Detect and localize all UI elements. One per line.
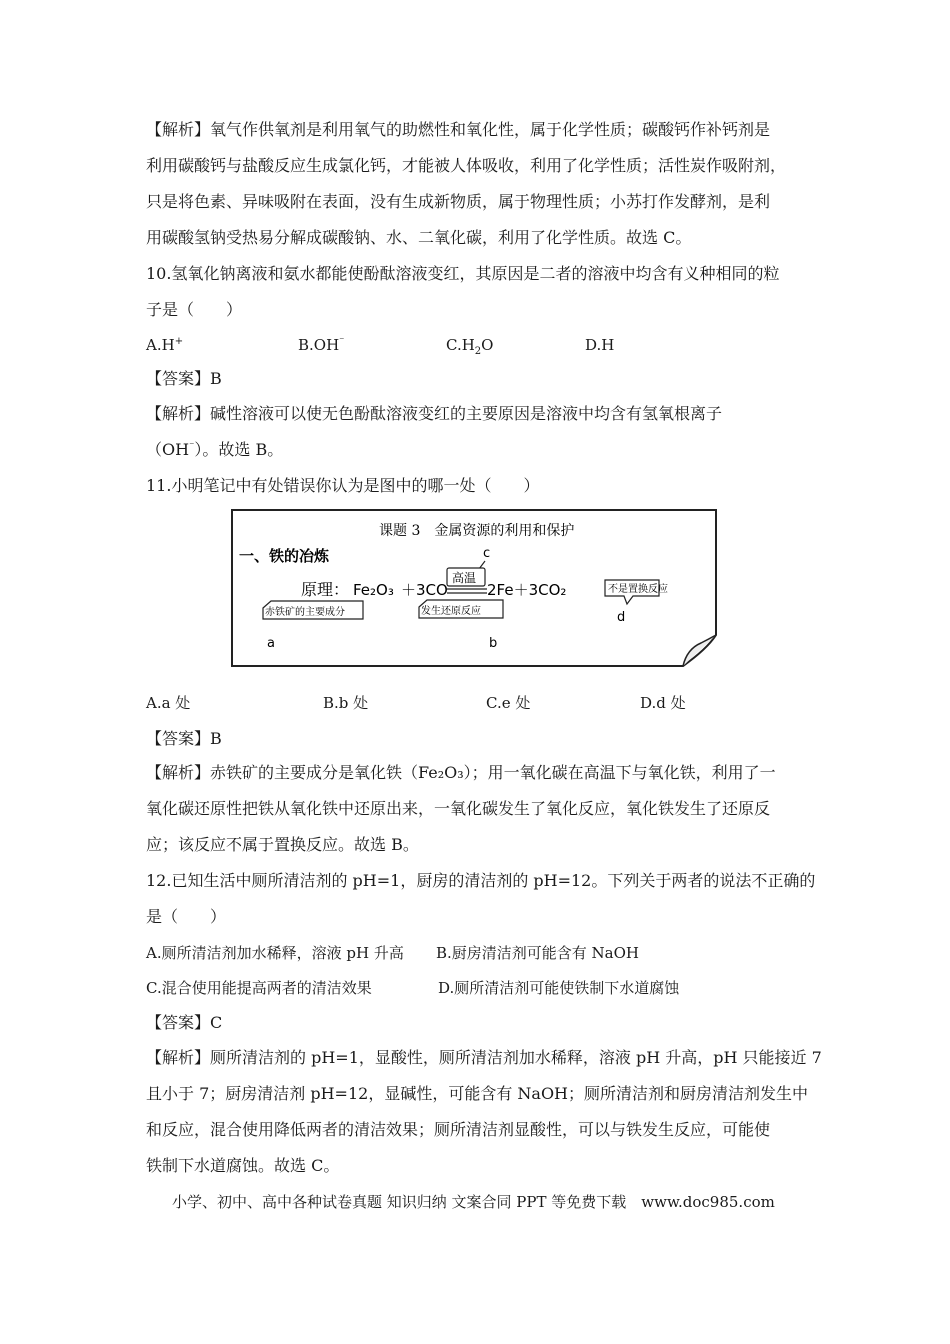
- option-b: B.b 处: [323, 694, 369, 712]
- callout-a: 赤铁矿的主要成分: [265, 607, 345, 618]
- option-d: D.厕所清洁剂可能使铁制下水道腐蚀: [438, 979, 680, 997]
- analysis-line: 和反应，混合使用降低两者的清洁效果；厕所清洁剂显酸性，可以与铁发生反应，可能使: [146, 1120, 771, 1139]
- analysis-line: 【解析】厕所清洁剂的 pH=1，显酸性，厕所清洁剂加水稀释，溶液 pH 升高，pH 只能接近 7: [146, 1048, 822, 1067]
- option-c: $C.H_2O$: [446, 336, 494, 357]
- analysis-line: 利用碳酸钙与盐酸反应生成氯化钙，才能被人体吸收，利用了化学性质；活性炭作吸附剂，: [146, 156, 787, 175]
- option-a: A.a 处: [146, 694, 191, 712]
- analysis-line: 【解析】碱性溶液可以使无色酚酞溶液变红的主要原因是溶液中均含有氢氧根离子: [146, 404, 723, 423]
- option-d: D.H: [585, 336, 615, 354]
- option-b: B.OH⁻: [298, 336, 345, 354]
- reactant-co: ＋3CO: [401, 581, 448, 599]
- callout-b: 发生还原反应: [421, 606, 481, 617]
- figure-title: 课题 3 金属资源的利用和保护: [379, 523, 575, 539]
- analysis-line: （OH⁻）。故选 B。: [146, 440, 284, 459]
- option-b: B.厨房清洁剂可能含有 NaOH: [436, 944, 640, 962]
- option-a: A.H+: [146, 336, 184, 354]
- option-c: C.混合使用能提高两者的清洁效果: [146, 979, 372, 997]
- option-d: D.d 处: [640, 694, 686, 712]
- analysis-line: 只是将色素、异味吸附在表面，没有生成新物质，属于物理性质；小苏打作发酵剂，是利: [146, 192, 771, 211]
- analysis-line: 氧化碳还原性把铁从氧化铁中还原出来，一氧化碳发生了氧化反应，氧化铁发生了还原反: [146, 799, 771, 818]
- option-c: C.e 处: [486, 694, 531, 712]
- callout-d: 不是置换反应: [608, 584, 668, 595]
- question-stem: 是（ ）: [146, 907, 227, 926]
- analysis-line: 【解析】氧气作供氧剂是利用氧气的助燃性和氧化性，属于化学性质；碳酸钙作补钙剂是: [146, 120, 771, 139]
- question-stem: 11.小明笔记中有处错误你认为是图中的哪一处（ ）: [146, 476, 540, 495]
- notes-figure: [231, 509, 717, 667]
- analysis-line: 用碳酸氢钠受热易分解成碳酸钠、水、二氧化碳，利用了化学性质。故选 C。: [146, 228, 692, 247]
- answer: 【答案】B: [146, 369, 222, 388]
- answer: 【答案】C: [146, 1013, 223, 1032]
- principle-label: 原理：: [301, 580, 350, 599]
- analysis-line: 应；该反应不属于置换反应。故选 B。: [146, 835, 419, 854]
- question-stem: 10.氢氧化钠离液和氨水都能使酚酞溶液变红，其原因是二者的溶液中均含有义种相同的粒: [146, 264, 780, 283]
- reaction-condition: 高温: [452, 571, 477, 585]
- answer: 【答案】B: [146, 729, 222, 748]
- analysis-line: 铁制下水道腐蚀。故选 C。: [146, 1156, 340, 1175]
- analysis-line: 且小于 7；厨房清洁剂 pH=12，显碱性，可能含有 NaOH；厕所清洁剂和厨房清洁剂发生中: [146, 1084, 809, 1103]
- question-stem: 12.已知生活中厕所清洁剂的 pH=1，厨房的清洁剂的 pH=12。下列关于两者的说法不正确的: [146, 871, 816, 890]
- analysis-line: 【解析】赤铁矿的主要成分是氧化铁（Fe₂O₃）；用一氧化碳在高温下与氧化铁，利用了一: [146, 763, 776, 782]
- label-b: b: [489, 636, 498, 651]
- products: 2Fe＋3CO₂: [487, 581, 567, 599]
- label-a: a: [267, 636, 275, 651]
- question-stem: 子是（ ）: [146, 300, 243, 319]
- reactant-fe2o3: Fe₂O₃: [353, 581, 394, 599]
- figure-section: 一、铁的冶炼: [239, 547, 330, 565]
- option-a: A.厕所清洁剂加水稀释，溶液 pH 升高: [146, 944, 404, 962]
- page-footer: 小学、初中、高中各种试卷真题 知识归纳 文案合同 PPT 等免费下载 www.doc985.com: [172, 1193, 775, 1211]
- label-d: d: [617, 610, 626, 625]
- label-c: c: [483, 546, 491, 561]
